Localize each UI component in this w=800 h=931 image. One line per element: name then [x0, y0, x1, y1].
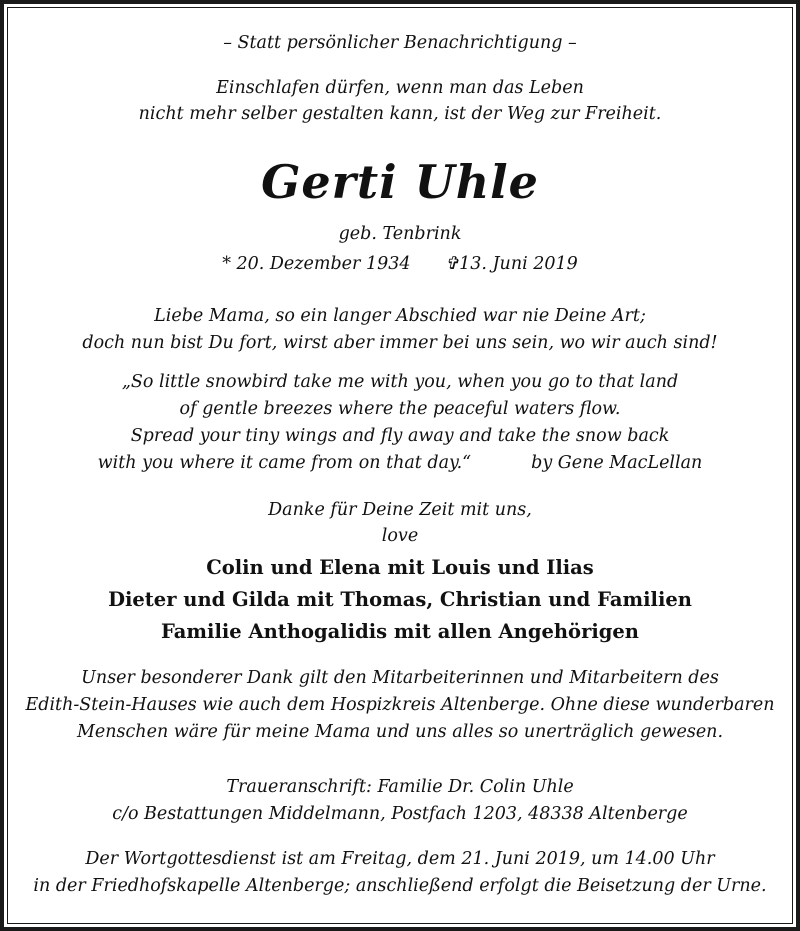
address-line-1: Traueranschrift: Familie Dr. Colin Uhle [226, 777, 574, 797]
header-note: – Statt persönlicher Benachrichtigung – [223, 33, 577, 53]
quote-line-1: „So little snowbird take me with you, when you go to that land [121, 372, 679, 392]
opening-verse-line-1: Einschlafen dürfen, wenn man das Leben [216, 78, 584, 98]
quote-author: by Gene MacLellan [531, 453, 703, 473]
family-line-2: Dieter und Gilda mit Thomas, Christian und Familien [108, 588, 692, 611]
farewell-line-1: Liebe Mama, so ein langer Abschied war nie Deine Art; [154, 306, 646, 326]
death-date: ✞13. Juni 2019 [444, 254, 578, 274]
quote-line-4-text: with you where it came from on that day.“ [97, 453, 472, 473]
deceased-name: Gerti Uhle [261, 155, 539, 209]
quote-line-4 [0, 453, 800, 473]
birth-date: * 20. Dezember 1934 [222, 254, 411, 274]
service-line-2: in der Friedhofskapelle Altenberge; anschließend erfolgt die Beisetzung der Urne. [33, 876, 767, 896]
birth-name: geb. Tenbrink [338, 224, 462, 244]
quote-line-3: Spread your tiny wings and fly away and take the snow back [130, 426, 670, 446]
life-dates [0, 254, 800, 274]
thanks-line-1: Danke für Deine Zeit mit uns, [268, 500, 532, 520]
gratitude-line-1: Unser besonderer Dank gilt den Mitarbeiterinnen und Mitarbeitern des [81, 668, 719, 688]
gratitude-line-2: Edith-Stein-Hauses wie auch dem Hospizkreis Altenberge. Ohne diese wunderbaren [25, 695, 775, 715]
farewell-line-2: doch nun bist Du fort, wirst aber immer bei uns sein, wo wir auch sind! [82, 333, 718, 353]
address-line-2: c/o Bestattungen Middelmann, Postfach 1203, 48338 Altenberge [112, 804, 688, 824]
family-line-1: Colin und Elena mit Louis und Ilias [206, 556, 594, 579]
gratitude-line-3: Menschen wäre für meine Mama und uns alles so unerträglich gewesen. [76, 722, 724, 742]
service-line-1: Der Wortgottesdienst ist am Freitag, dem 21. Juni 2019, um 14.00 Uhr [85, 849, 715, 869]
thanks-line-2: love [381, 526, 419, 546]
family-line-3: Familie Anthogalidis mit allen Angehörigen [161, 620, 639, 643]
opening-verse-line-2: nicht mehr selber gestalten kann, ist der Weg zur Freiheit. [138, 104, 662, 124]
quote-line-2: of gentle breezes where the peaceful waters flow. [179, 399, 621, 419]
